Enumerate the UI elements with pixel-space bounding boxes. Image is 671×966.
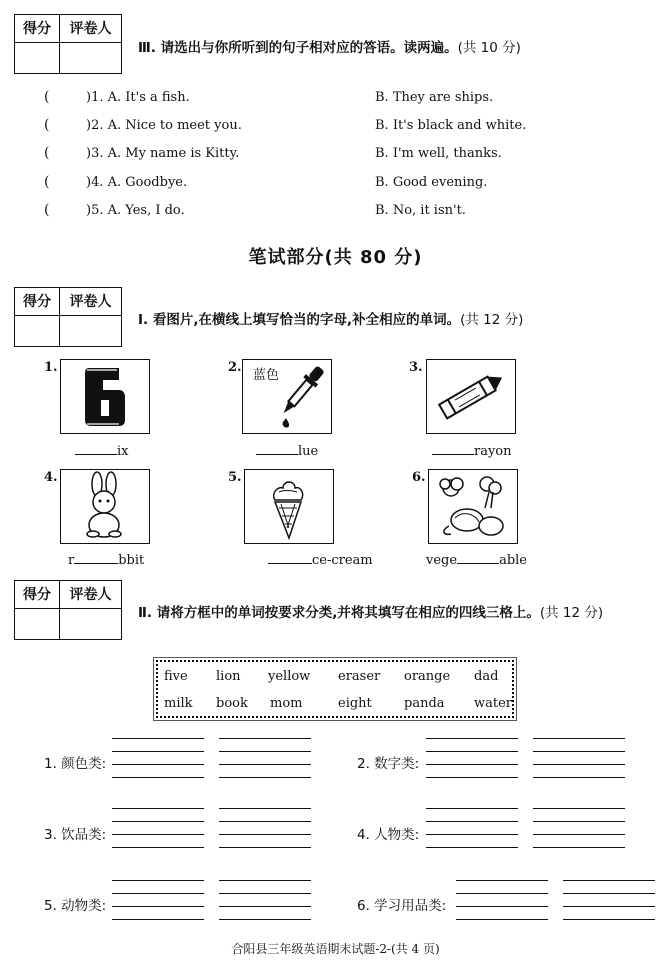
section-heading-written-1 [138, 308, 523, 328]
category-label-numbers: 2. 数字类: [357, 756, 420, 772]
grid-line[interactable] [112, 906, 204, 907]
option-b: B. They are ships. [375, 90, 494, 105]
blank-line[interactable] [432, 442, 474, 455]
grid-line [112, 821, 204, 822]
grid-line [219, 808, 311, 809]
word-item: dad [474, 669, 499, 684]
word-suffix: ce-cream [312, 553, 373, 568]
grid-line [563, 880, 655, 881]
six-icon [60, 359, 150, 434]
grader-label: 评卷人 [60, 581, 121, 609]
grid-line [219, 821, 311, 822]
score-label: 得分 [15, 288, 60, 316]
grid-line[interactable] [112, 834, 204, 835]
word-item: milk [164, 696, 193, 711]
grid-line[interactable] [219, 906, 311, 907]
grid-line [426, 738, 518, 739]
word-suffix: lue [298, 444, 319, 459]
grid-line [112, 880, 204, 881]
word-prefix: r [68, 553, 75, 568]
answer-paren[interactable]: ( [44, 89, 50, 105]
item-number: 3. [409, 360, 423, 375]
fill-word [268, 551, 373, 568]
fill-word [256, 442, 318, 459]
grader-label: 评卷人 [60, 15, 121, 43]
word-item: mom [270, 696, 303, 711]
item-number: 5. [228, 470, 242, 485]
word-suffix: bbit [118, 553, 145, 568]
item-number: 1. [44, 360, 58, 375]
grid-line [219, 751, 311, 752]
score-box-3 [14, 580, 122, 640]
ice-cream-icon [244, 469, 334, 544]
grid-line [112, 738, 204, 739]
grid-line [219, 893, 311, 894]
blank-line[interactable] [256, 442, 298, 455]
grid-line [112, 919, 204, 920]
grid-line[interactable] [563, 906, 655, 907]
option-b: B. Good evening. [375, 175, 488, 190]
grid-line [533, 777, 625, 778]
heading-points: (共 12 分) [460, 312, 524, 328]
option-a: )1. A. It's a fish. [86, 90, 190, 105]
answer-paren[interactable]: ( [44, 145, 50, 161]
grader-cell [60, 43, 121, 73]
category-label-people: 4. 人物类: [357, 827, 420, 843]
grid-line [219, 738, 311, 739]
section-heading-listening-3 [138, 36, 521, 56]
grid-line[interactable] [533, 764, 625, 765]
word-item: eight [338, 696, 372, 711]
score-cell[interactable] [15, 609, 60, 639]
rabbit-icon [60, 469, 150, 544]
category-label-stationery: 6. 学习用品类: [357, 898, 447, 914]
heading-points: (共 12 分) [539, 605, 604, 621]
word-prefix: vege [426, 553, 458, 568]
grid-line [533, 808, 625, 809]
grid-line [563, 893, 655, 894]
grid-line [112, 751, 204, 752]
option-a: )5. A. Yes, I do. [86, 203, 185, 218]
blank-line[interactable] [457, 551, 499, 564]
option-a: )3. A. My name is Kitty. [86, 146, 240, 161]
answer-paren[interactable]: ( [44, 202, 50, 218]
grid-line [533, 847, 625, 848]
word-suffix: rayon [474, 444, 512, 459]
category-label-drinks: 3. 饮品类: [44, 827, 107, 843]
grader-cell [60, 609, 121, 639]
written-part-title: 笔试部分(共 80 分) [248, 247, 423, 268]
category-label-animals: 5. 动物类: [44, 898, 107, 914]
word-item: lion [216, 669, 241, 684]
grid-line[interactable] [426, 764, 518, 765]
word-item: water [474, 696, 513, 711]
grid-line [533, 738, 625, 739]
grid-line[interactable] [219, 834, 311, 835]
word-box [156, 660, 514, 718]
option-a: )4. A. Goodbye. [86, 175, 188, 190]
grid-line [219, 777, 311, 778]
grid-line [219, 919, 311, 920]
option-b: B. It's black and white. [375, 118, 527, 133]
grid-line [533, 751, 625, 752]
fill-word [68, 551, 144, 568]
grid-line [426, 751, 518, 752]
grid-line [563, 919, 655, 920]
heading-text: Ⅰ. 看图片,在横线上填写恰当的字母,补全相应的单词。 [138, 312, 461, 328]
score-label: 得分 [15, 15, 60, 43]
heading-text: Ⅲ. 请选出与你所听到的句子相对应的答语。读两遍。 [138, 40, 458, 56]
grid-line [533, 821, 625, 822]
grader-cell [60, 316, 121, 346]
vegetables-icon [428, 469, 518, 544]
grid-line[interactable] [456, 906, 548, 907]
grid-line [456, 919, 548, 920]
word-item: orange [404, 669, 451, 684]
grid-line[interactable] [533, 834, 625, 835]
grid-line [112, 847, 204, 848]
page-footer: 合阳县三年级英语期末试题-2-(共 4 页) [231, 942, 440, 956]
word-item: book [216, 696, 248, 711]
grid-line [112, 777, 204, 778]
section-heading-written-2 [138, 601, 603, 621]
picture-label: 蓝色 [253, 368, 280, 383]
fill-word [432, 442, 512, 459]
grid-line[interactable] [219, 764, 311, 765]
option-b: B. I'm well, thanks. [375, 146, 502, 161]
grid-line [456, 880, 548, 881]
heading-points: (共 10 分) [457, 40, 521, 56]
word-item: five [164, 669, 188, 684]
grid-line[interactable] [426, 834, 518, 835]
option-a: )2. A. Nice to meet you. [86, 118, 242, 133]
fill-word [426, 551, 527, 568]
grid-line [426, 821, 518, 822]
word-suffix: ix [117, 444, 129, 459]
category-label-colors: 1. 颜色类: [44, 756, 107, 772]
score-label: 得分 [15, 581, 60, 609]
grid-line [426, 777, 518, 778]
grid-line [219, 847, 311, 848]
score-box-2 [14, 287, 122, 347]
score-box-1 [14, 14, 122, 74]
blank-line[interactable] [74, 551, 118, 564]
item-number: 6. [412, 470, 426, 485]
fill-word [75, 442, 129, 459]
grid-line [112, 893, 204, 894]
word-item: yellow [268, 669, 311, 684]
item-number: 4. [44, 470, 58, 485]
crayon-icon [426, 359, 516, 434]
grid-line [112, 808, 204, 809]
answer-paren[interactable]: ( [44, 174, 50, 190]
blank-line[interactable] [75, 442, 117, 455]
grid-line [426, 847, 518, 848]
grid-line [219, 880, 311, 881]
grid-line[interactable] [112, 764, 204, 765]
score-cell[interactable] [15, 316, 60, 346]
grader-label: 评卷人 [60, 288, 121, 316]
grid-line [426, 808, 518, 809]
score-cell[interactable] [15, 43, 60, 73]
option-b: B. No, it isn't. [375, 203, 466, 218]
item-number: 2. [228, 360, 242, 375]
answer-paren[interactable]: ( [44, 117, 50, 133]
word-suffix: able [499, 553, 527, 568]
word-item: panda [404, 696, 445, 711]
grid-line [456, 893, 548, 894]
heading-text: Ⅱ. 请将方框中的单词按要求分类,并将其填写在相应的四线三格上。 [138, 605, 540, 621]
blank-line[interactable] [268, 551, 312, 564]
dropper-icon [242, 359, 332, 434]
word-item: eraser [338, 669, 381, 684]
